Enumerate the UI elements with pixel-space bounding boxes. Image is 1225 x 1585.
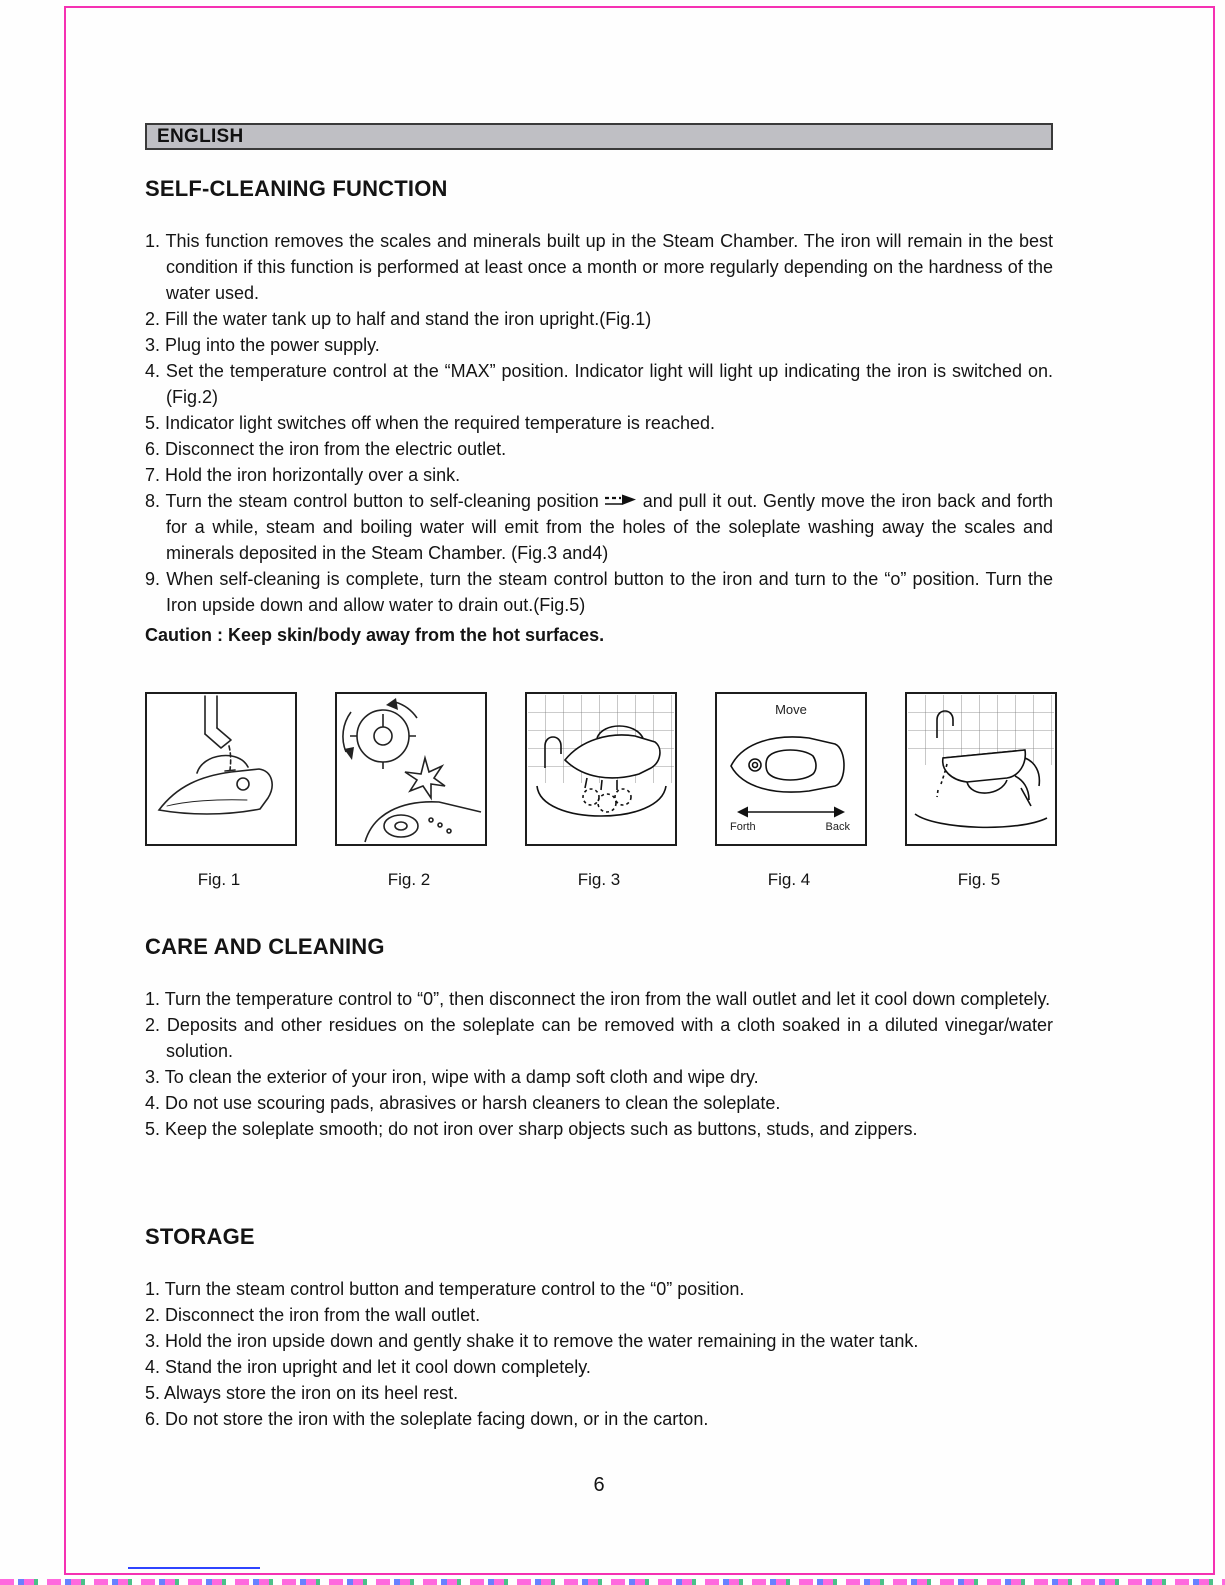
list-item: 1. Turn the temperature control to “0”, then disconnect the iron from the wall outlet and let it cool down completely.	[145, 989, 1051, 1009]
fig2-caption: Fig. 2	[387, 870, 431, 889]
fig5-caption: Fig. 5	[957, 870, 1001, 889]
list-item: 6. Do not store the iron with the soleplate facing down, or in the carton.	[145, 1409, 709, 1429]
scan-artifact-bottom-edge	[0, 1579, 1225, 1585]
section-title-self-cleaning: SELF-CLEANING FUNCTION	[145, 176, 448, 201]
list-item: 4. Do not use scouring pads, abrasives or harsh cleaners to clean the soleplate.	[145, 1093, 781, 1113]
list-item: 2. Deposits and other residues on the soleplate can be removed with a cloth soaked in a diluted vinegar/water solution.	[145, 1015, 1053, 1061]
fig3-steam-over-sink-drawing	[527, 694, 675, 844]
list-item: 2. Disconnect the iron from the wall outlet.	[145, 1305, 481, 1325]
list-item: 2. Fill the water tank up to half and stand the iron upright.(Fig.1)	[145, 309, 652, 329]
list-item: 5. Indicator light switches off when the required temperature is reached.	[145, 413, 715, 433]
list-item: 6. Disconnect the iron from the electric outlet.	[145, 439, 507, 459]
fig5-drain-water-drawing	[907, 694, 1055, 844]
fig1-caption: Fig. 1	[197, 870, 241, 889]
figure-5	[905, 692, 1053, 890]
fig4-back-label: Back	[825, 821, 850, 833]
care-and-cleaning-list	[145, 986, 1053, 1142]
page-content	[145, 123, 1053, 1497]
section-title-care-and-cleaning: CARE AND CLEANING	[145, 934, 385, 959]
figures-row	[145, 692, 1053, 890]
list-item: 1. Turn the steam control button and temperature control to the “0” position.	[145, 1279, 745, 1299]
list-item: 5. Keep the soleplate smooth; do not iron over sharp objects such as buttons, studs, and zippers.	[145, 1119, 918, 1139]
self-clean-position-icon	[603, 494, 637, 508]
fig1-image	[145, 692, 297, 846]
list-item: 4. Set the temperature control at the “MAX” position. Indicator light will light up indicating the iron is switched on.(Fig.2)	[145, 361, 1053, 407]
storage-list	[145, 1276, 1053, 1432]
figure-1	[145, 692, 293, 890]
figure-3	[525, 692, 673, 890]
self-cleaning-list	[145, 228, 1053, 648]
fig3-caption: Fig. 3	[577, 870, 621, 889]
item8-pre-text: 8. Turn the steam control button to self-cleaning position	[145, 491, 599, 511]
fig1-fill-tank-drawing	[147, 694, 295, 844]
list-item: 3. Plug into the power supply.	[145, 335, 380, 355]
fig2-image	[335, 692, 487, 846]
scan-artifact-blue-line	[128, 1567, 260, 1569]
section-title-storage: STORAGE	[145, 1224, 255, 1249]
item8-post-text: and pull it out. Gently move the iron back and forth for a while, steam and boiling water will emit from the holes of the soleplate washing away the scales and minerals deposited in the Steam Chamber. (Fig.3 and4)	[166, 491, 1053, 563]
fig5-image	[905, 692, 1057, 846]
language-header-bar	[145, 123, 1053, 150]
list-item: 4. Stand the iron upright and let it cool down completely.	[145, 1357, 591, 1377]
fig4-caption: Fig. 4	[767, 870, 811, 889]
fig4-forth-label: Forth	[730, 821, 756, 833]
fig4-image	[715, 692, 867, 846]
list-item: 7. Hold the iron horizontally over a sink.	[145, 465, 461, 485]
list-item: 1. This function removes the scales and minerals built up in the Steam Chamber. The iron will remain in the best condition if this function is performed at least once a month or more regularly depending on the hardness of the water used.	[145, 231, 1053, 303]
list-item: 9. When self-cleaning is complete, turn the steam control button to the iron and turn to the “o” position. Turn the Iron upside down and allow water to drain out.(Fig.5)	[145, 569, 1053, 615]
figure-4	[715, 692, 863, 890]
list-item: 3. To clean the exterior of your iron, wipe with a damp soft cloth and wipe dry.	[145, 1067, 759, 1087]
caution-note: Caution : Keep skin/body away from the hot surfaces.	[145, 625, 605, 645]
figure-2	[335, 692, 483, 890]
language-header-label: ENGLISH	[157, 125, 244, 147]
page-number: 6	[593, 1474, 605, 1496]
fig2-temperature-dial-drawing	[337, 694, 485, 844]
list-item: 5. Always store the iron on its heel rest.	[145, 1383, 459, 1403]
list-item: 3. Hold the iron upside down and gently shake it to remove the water remaining in the water tank.	[145, 1331, 919, 1351]
list-item	[145, 488, 1053, 566]
fig4-move-label: Move	[775, 702, 807, 717]
fig3-image	[525, 692, 677, 846]
